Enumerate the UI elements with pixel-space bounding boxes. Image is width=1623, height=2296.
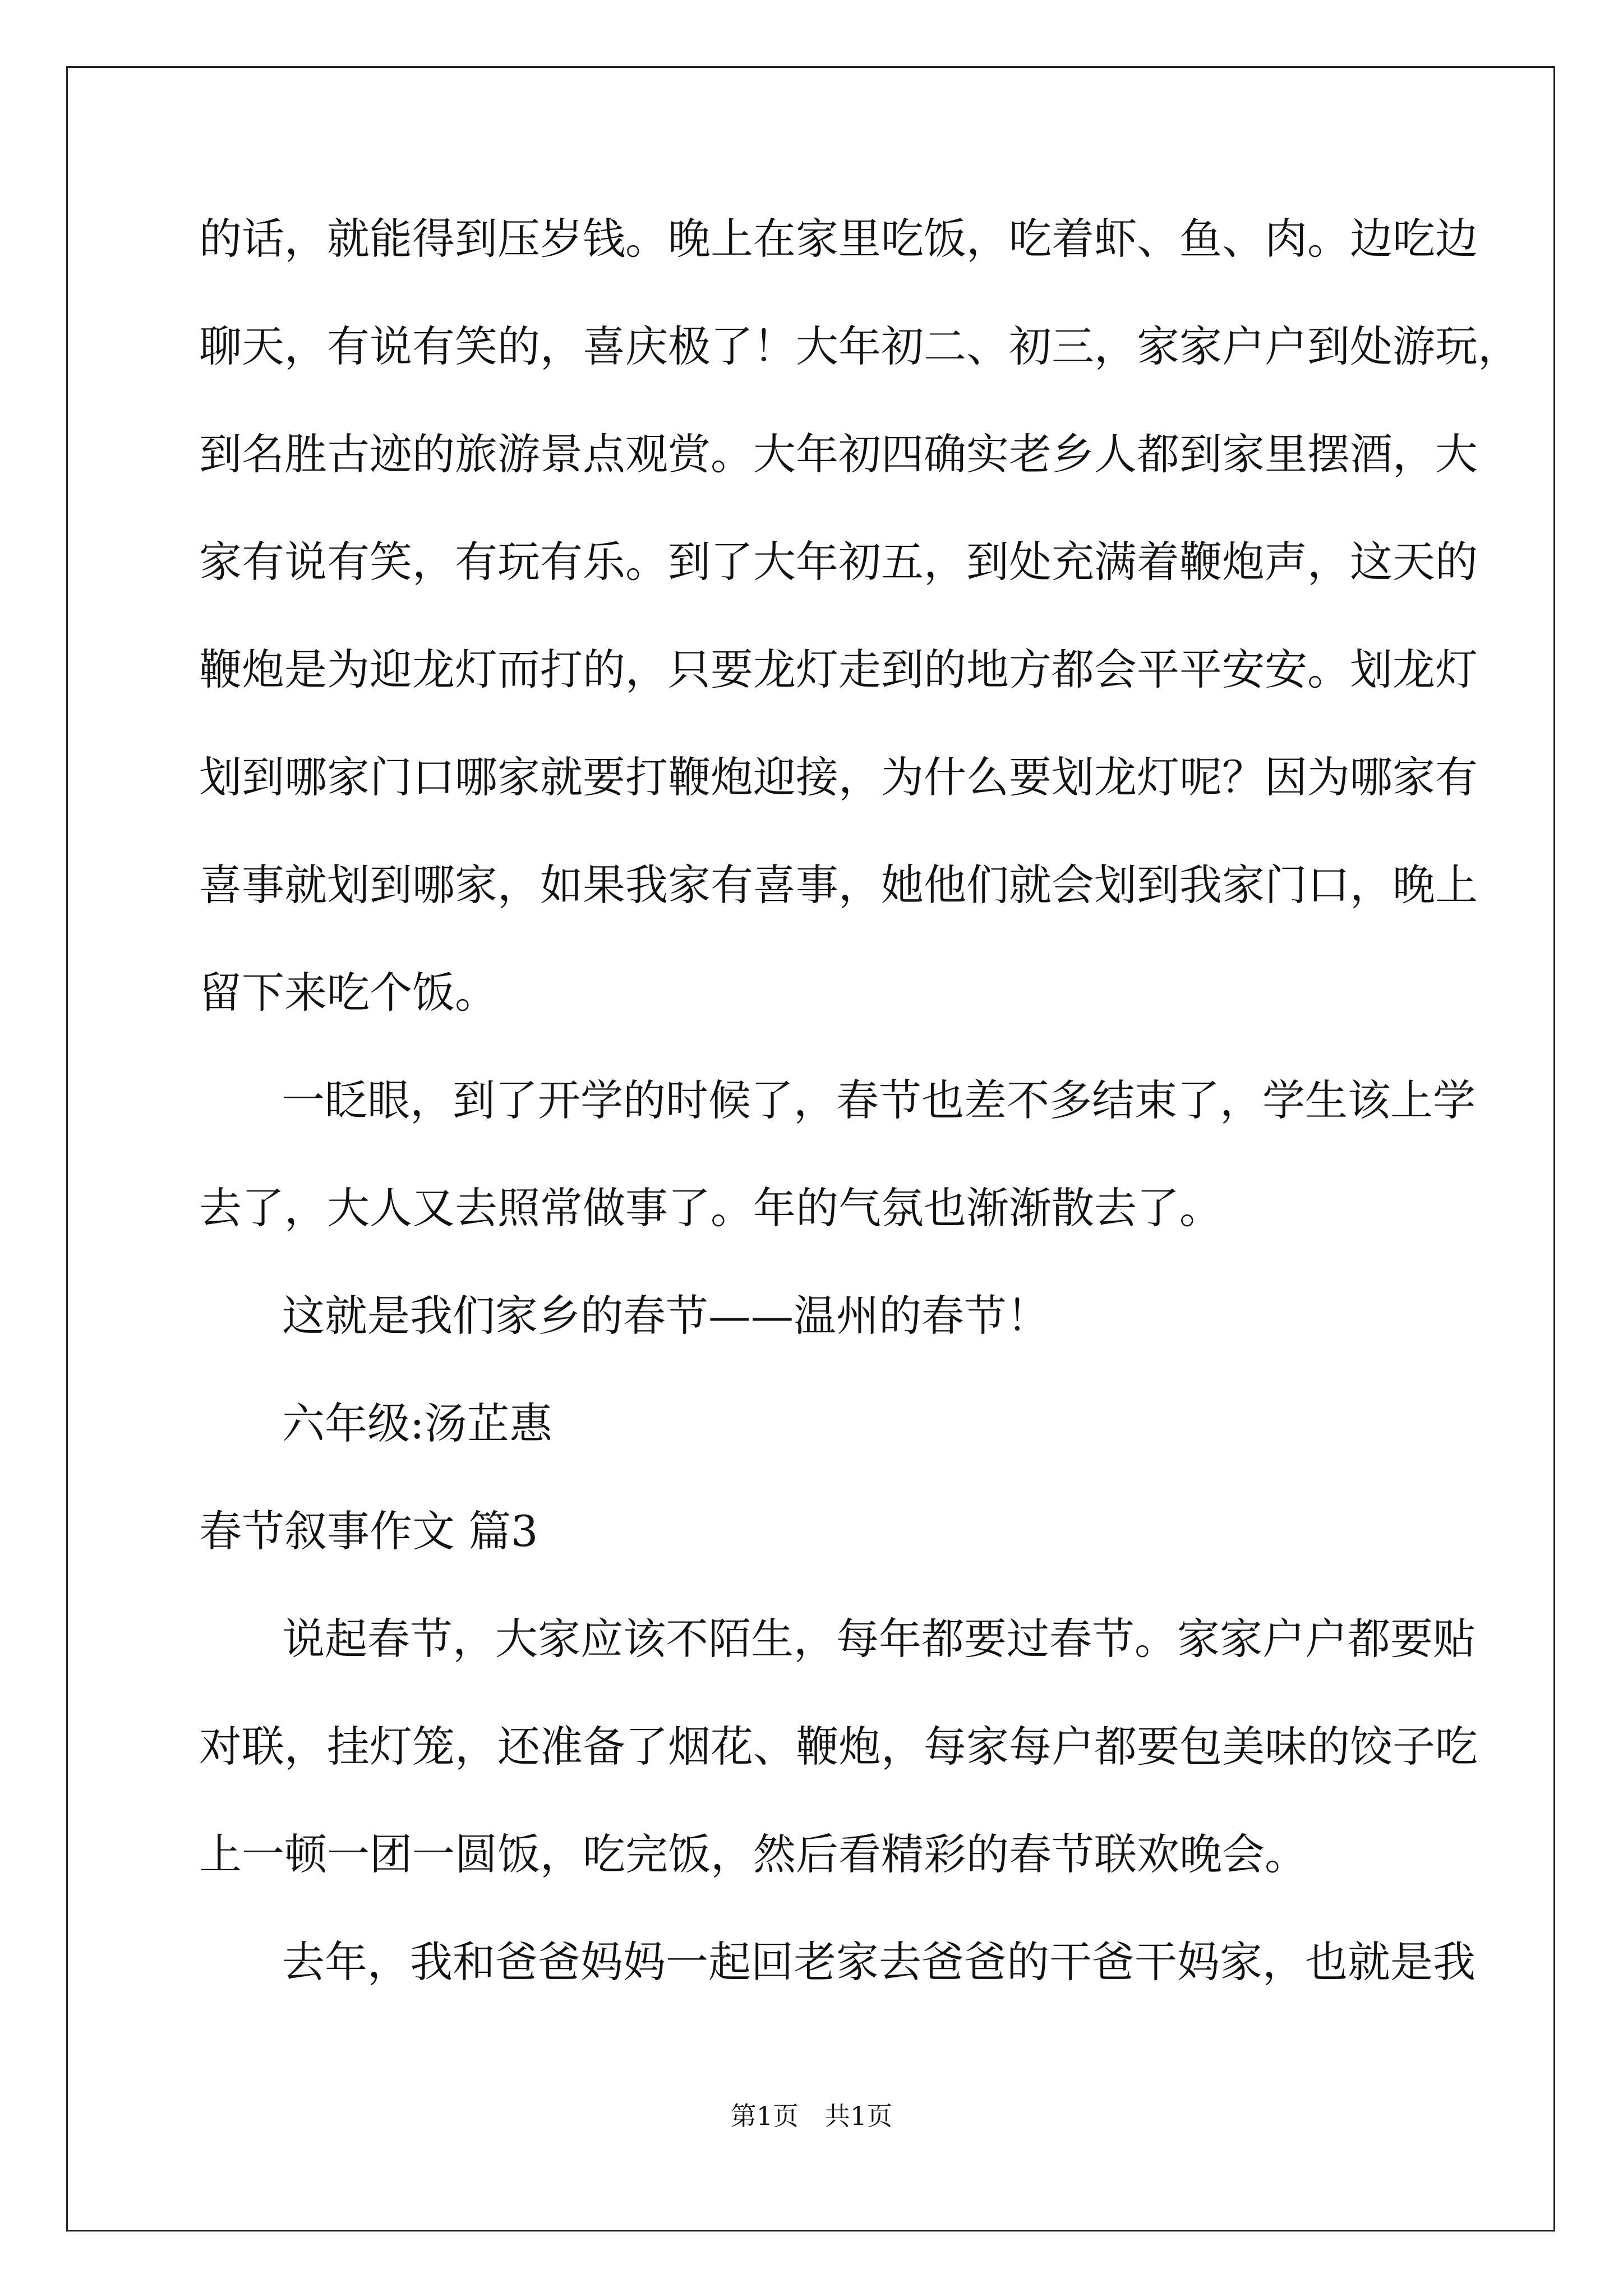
text-line: 划到哪家门口哪家就要打鞭炮迎接，为什么要划龙灯呢？因为哪家有 xyxy=(199,752,1478,802)
paragraph-start-line: 这就是我们家乡的春节——温州的春节！ xyxy=(282,1291,1049,1341)
text-line: 家有说有笑，有玩有乐。到了大年初五，到处充满着鞭炮声，这天的 xyxy=(199,537,1478,587)
page-border xyxy=(66,66,1555,2231)
text-line: 喜事就划到哪家，如果我家有喜事，她他们就会划到我家门口，晚上 xyxy=(199,860,1478,910)
text-line: 鞭炮是为迎龙灯而打的，只要龙灯走到的地方都会平平安安。划龙灯 xyxy=(199,645,1478,694)
text-line: 到名胜古迹的旅游景点观赏。大年初四确实老乡人都到家里摆酒，大 xyxy=(199,429,1478,479)
text-line: 对联，挂灯笼，还准备了烟花、鞭炮，每家每户都要包美味的饺子吃 xyxy=(199,1722,1478,1772)
section-heading: 春节叙事作文 篇3 xyxy=(199,1506,538,1556)
text-line: 留下来吃个饭。 xyxy=(199,968,497,1018)
paragraph-start-line: 一眨眼，到了开学的时候了，春节也差不多结束了，学生该上学 xyxy=(282,1075,1476,1125)
paragraph-start-line: 说起春节，大家应该不陌生，每年都要过春节。家家户户都要贴 xyxy=(282,1614,1476,1664)
text-line: 上一顿一团一圆饭，吃完饭，然后看精彩的春节联欢晚会。 xyxy=(199,1829,1307,1879)
paragraph-start-line: 去年，我和爸爸妈妈一起回老家去爸爸的干爸干妈家，也就是我 xyxy=(282,1937,1476,1987)
page-number-footer: 第1页 共1页 xyxy=(730,2101,893,2131)
text-line: 聊天，有说有笑的，喜庆极了！大年初二、初三，家家户户到处游玩， xyxy=(199,321,1520,371)
text-line: 去了，大人又去照常做事了。年的气氛也渐渐散去了。 xyxy=(199,1183,1222,1233)
author-line: 六年级:汤芷惠 xyxy=(282,1398,552,1448)
text-line: 的话，就能得到压岁钱。晚上在家里吃饭，吃着虾、鱼、肉。边吃边 xyxy=(199,214,1478,264)
